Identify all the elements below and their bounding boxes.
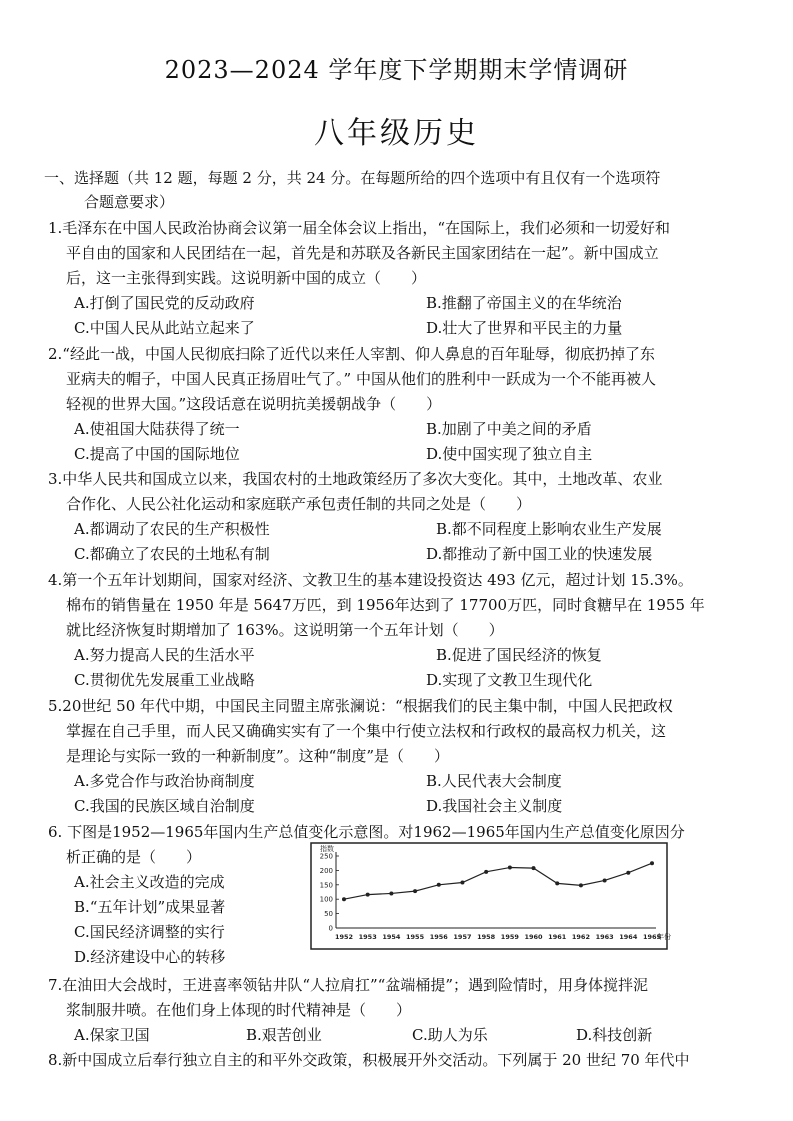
- option-a[interactable]: A.打倒了国民党的反动政府: [74, 294, 255, 312]
- option-c[interactable]: C.国民经济调整的实行: [74, 923, 225, 941]
- option-c[interactable]: C.我国的民族区域自治制度: [74, 797, 255, 815]
- option-c[interactable]: C.助人为乐: [412, 1026, 488, 1044]
- section-line: 合题意要求）: [84, 193, 175, 211]
- question-line: 浆制服井喷。在他们身上体现的时代精神是（ ）: [66, 1001, 412, 1019]
- question-line: 平自由的国家和人民团结在一起，首先是和苏联及各新民主国家团结在一起”。新中国成立: [66, 244, 659, 262]
- y-tick-label: 200: [319, 866, 333, 875]
- question-1: [48, 216, 748, 341]
- option-c[interactable]: C.贯彻优先发展重工业战略: [74, 671, 255, 689]
- x-tick-label: 1957: [453, 933, 472, 941]
- option-b[interactable]: B.加剧了中美之间的矛盾: [426, 420, 592, 438]
- question-line: 2.“经此一战，中国人民彻底扫除了近代以来任人宰割、仰人鼻息的百年耻辱，彻底扔掉了东: [48, 345, 655, 363]
- data-point: [342, 897, 346, 901]
- option-d[interactable]: D.我国社会主义制度: [426, 797, 563, 815]
- y-tick-label: 150: [319, 881, 333, 890]
- question-line: 轻视的世界大国。”这段话意在说明抗美援朝战争（ ）: [66, 395, 442, 413]
- section-heading: [44, 166, 774, 214]
- question-line: 是理论与实际一致的一种新制度”。这种“制度”是（ ）: [66, 747, 450, 765]
- question-2: [48, 342, 748, 467]
- option-a[interactable]: A.保家卫国: [74, 1026, 150, 1044]
- option-d[interactable]: D.使中国实现了独立自主: [426, 445, 593, 463]
- option-c[interactable]: C.提高了中国的国际地位: [74, 445, 240, 463]
- y-tick-label: 50: [324, 910, 333, 919]
- x-tick-label: 1962: [571, 933, 590, 941]
- question-line: 7.在油田大会战时，王进喜率领钻井队“人拉肩扛”“盆端桶提”；遇到险情时，用身体搅拌泥: [48, 976, 648, 994]
- question-line: 就比经济恢复时期增加了 163%。这说明第一个五年计划（ ）: [66, 621, 504, 639]
- question-line: 后，这一主张得到实践。这说明新中国的成立（ ）: [66, 269, 427, 287]
- question-line: 掌握在自己手里，而人民又确确实实有了一个集中行使立法权和行政权的最高权力机关，这: [66, 722, 667, 740]
- option-b[interactable]: B.艰苦创业: [246, 1026, 322, 1044]
- option-d[interactable]: D.壮大了世界和平民主的力量: [426, 319, 623, 337]
- question-line: 1.毛泽东在中国人民政治协商会议第一届全体会议上指出，“在国际上，我们必须和一切爱好和: [48, 219, 670, 237]
- option-d[interactable]: D.科技创新: [576, 1026, 653, 1044]
- option-b[interactable]: B.推翻了帝国主义的在华统治: [426, 294, 622, 312]
- option-a[interactable]: A.多党合作与政治协商制度: [74, 772, 255, 790]
- y-tick-label: 0: [328, 924, 333, 933]
- exam-subject: 八年级历史: [314, 116, 479, 151]
- data-point: [460, 880, 464, 884]
- x-tick-label: 1958: [477, 933, 496, 941]
- data-point: [366, 893, 370, 897]
- data-point: [626, 871, 630, 875]
- option-b[interactable]: B.都不同程度上影响农业生产发展: [436, 520, 662, 538]
- x-tick-label: 1961: [548, 933, 567, 941]
- option-a[interactable]: A.都调动了农民的生产积极性: [74, 520, 270, 538]
- y-axis-label: 指数: [320, 845, 334, 853]
- y-tick-label: 250: [319, 852, 333, 861]
- option-b[interactable]: B.促进了国民经济的恢复: [436, 646, 602, 664]
- question-line: 亚病夫的帽子，中国人民真正扬眉吐气了。” 中国从他们的胜利中一跃成为一个不能再被人: [66, 370, 656, 388]
- question-line: 3.中华人民共和国成立以来，我国农村的土地政策经历了多次大变化。其中，土地改革、农业: [48, 470, 663, 488]
- x-tick-label: 1952: [334, 933, 354, 941]
- gdp-line-chart: [310, 842, 671, 950]
- option-d[interactable]: D.实现了文教卫生现代化: [426, 671, 593, 689]
- question-line: 5.20世纪 50 年代中期，中国民主同盟主席张澜说：“根据我们的民主集中制，中国人民把政权: [48, 697, 673, 715]
- option-d[interactable]: D.都推动了新中国工业的快速发展: [426, 545, 653, 563]
- question-line: 析正确的是（ ）: [66, 848, 202, 866]
- option-b[interactable]: B.人民代表大会制度: [426, 772, 562, 790]
- y-tick-label: 100: [319, 895, 333, 904]
- option-c[interactable]: C.中国人民从此站立起来了: [74, 319, 255, 337]
- question-4: [48, 568, 748, 693]
- question-8: [48, 1048, 748, 1073]
- question-7: [48, 973, 748, 1048]
- x-tick-label: 1955: [406, 933, 425, 941]
- question-line: 6. 下图是1952—1965年国内生产总值变化示意图。对1962—1965年国内生产总值变化原因分: [48, 823, 685, 841]
- x-tick-label: 1953: [358, 933, 377, 941]
- question-5: [48, 694, 748, 819]
- x-tick-label: 1965: [642, 933, 662, 941]
- question-line: 合作化、人民公社化运动和家庭联产承包责任制的共同之处是（ ）: [66, 495, 532, 513]
- x-tick-label: 1954: [382, 933, 401, 941]
- x-tick-label: 1959: [500, 933, 519, 941]
- x-tick-label: 1956: [429, 933, 448, 941]
- option-a[interactable]: A.社会主义改造的完成: [74, 873, 225, 891]
- data-point: [508, 866, 512, 870]
- option-a[interactable]: A.使祖国大陆获得了统一: [74, 420, 240, 438]
- question-3: [48, 467, 748, 567]
- question-line: 4.第一个五年计划期间，国家对经济、文教卫生的基本建设投资达 493 亿元，超过计划 15.3%。: [48, 571, 693, 589]
- data-point: [389, 891, 393, 895]
- x-axis-label: 年份: [657, 933, 671, 941]
- option-c[interactable]: C.都确立了农民的土地私有制: [74, 545, 270, 563]
- x-tick-label: 1960: [524, 933, 543, 941]
- data-point: [413, 889, 417, 893]
- data-point: [579, 883, 583, 887]
- section-line: 一、选择题（共 12 题，每题 2 分，共 24 分。在每题所给的四个选项中有且仅有一个选项符: [44, 169, 661, 187]
- option-b[interactable]: B.“五年计划”成果显著: [74, 898, 226, 916]
- exam-title: 2023—2024 学年度下学期期末学情调研: [164, 56, 629, 84]
- data-point: [603, 878, 607, 882]
- data-point: [532, 866, 536, 870]
- data-point: [650, 861, 654, 865]
- question-line: 8.新中国成立后奉行独立自主的和平外交政策，积极展开外交活动。下列属于 20 世纪 70 年代中: [48, 1051, 690, 1069]
- x-tick-label: 1963: [595, 933, 614, 941]
- data-point: [437, 883, 441, 887]
- data-point: [555, 881, 559, 885]
- data-point: [484, 870, 488, 874]
- option-a[interactable]: A.努力提高人民的生活水平: [74, 646, 255, 664]
- x-tick-label: 1964: [619, 933, 638, 941]
- question-line: 棉布的销售量在 1950 年是 5647万匹，到 1956年达到了 17700万匹，同时食糖早在 1955 年: [66, 596, 705, 614]
- option-d[interactable]: D.经济建设中心的转移: [74, 948, 226, 966]
